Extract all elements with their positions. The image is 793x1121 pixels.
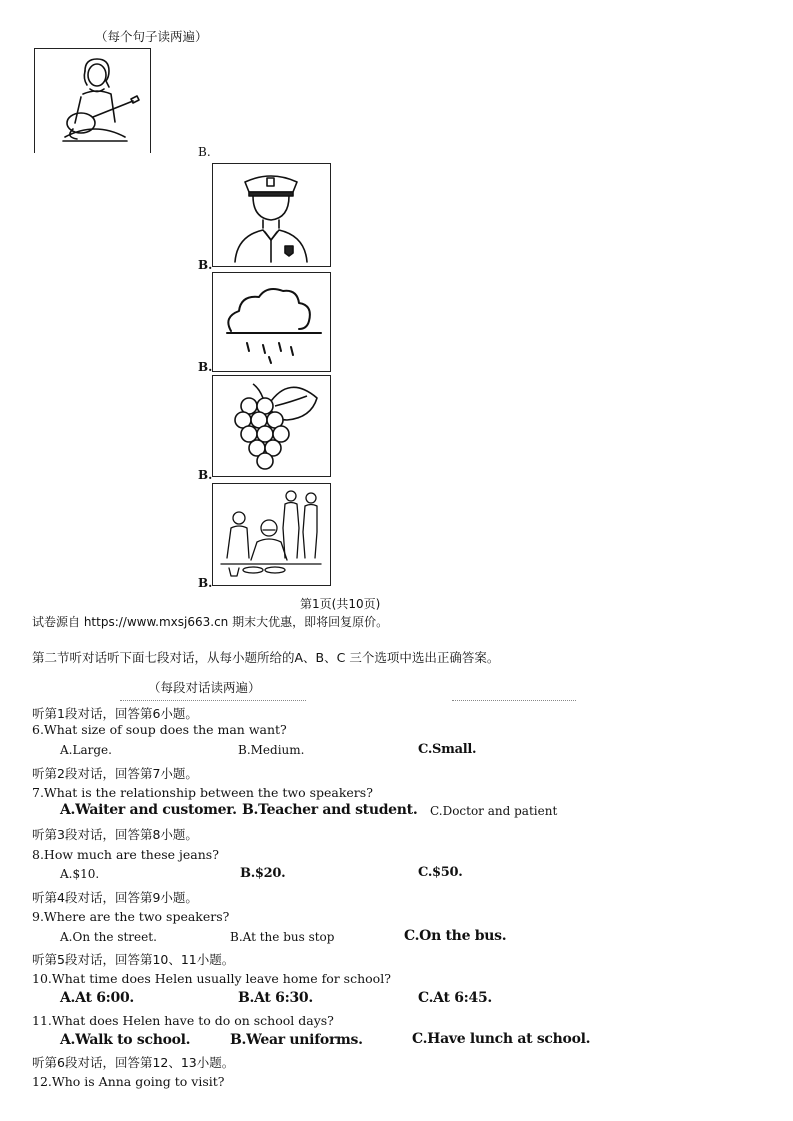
picture-1 [212, 163, 331, 267]
option-b: B.At the bus stop [230, 930, 335, 944]
question-12: 12.Who is Anna going to visit? [32, 1074, 225, 1089]
family-scene-icon [213, 484, 330, 585]
option-c: C.At 6:45. [418, 990, 492, 1006]
question-10: 10.What time does Helen usually leave home for school? [32, 971, 391, 986]
option-b: B.At 6:30. [238, 990, 313, 1006]
picture-label: B. [198, 258, 213, 272]
police-officer-icon [213, 164, 330, 266]
option-c: C.$50. [418, 865, 463, 880]
divider [452, 700, 576, 701]
girl-playing-guitar-icon [35, 49, 150, 153]
option-c: C.Doctor and patient [430, 804, 558, 818]
option-a: A.Waiter and customer. [60, 802, 237, 818]
option-a: A.$10. [60, 867, 100, 881]
grapes-icon [213, 376, 330, 476]
option-c: C.On the bus. [404, 928, 507, 944]
section2-heading: 第二节听对话听下面七段对话，从每小题所给的A、B、C 三个选项中选出正确答案。 [32, 650, 500, 665]
dialogue-cue: 听第5段对话，回答第10、11小题。 [32, 952, 235, 967]
picture-a [34, 48, 151, 153]
dialogue-cue: 听第1段对话，回答第6小题。 [32, 706, 198, 721]
question-7: 7.What is the relationship between the two speakers? [32, 785, 373, 800]
dialogue-cue: 听第4段对话，回答第9小题。 [32, 890, 198, 905]
question-8: 8.How much are these jeans? [32, 847, 219, 862]
dialogue-cue: 听第2段对话，回答第7小题。 [32, 766, 198, 781]
question-6: 6.What size of soup does the man want? [32, 722, 287, 737]
option-a: A.At 6:00. [60, 990, 134, 1006]
section1-note: （每个句子读两遍） [95, 29, 208, 44]
section2-note: （每段对话读两遍） [148, 680, 261, 695]
question-11: 11.What does Helen have to do on school days? [32, 1013, 334, 1028]
source-line: 试卷源自 https://www.mxsj663.cn 期末大优惠，即将回复原价。 [32, 615, 389, 629]
option-b: B.Teacher and student. [242, 802, 418, 818]
picture-4 [212, 483, 331, 586]
dialogue-cue: 听第3段对话，回答第8小题。 [32, 827, 198, 842]
question-9: 9.Where are the two speakers? [32, 909, 230, 924]
picture-label: B. [198, 145, 211, 159]
picture-3 [212, 375, 331, 477]
option-a: A.Walk to school. [60, 1032, 191, 1048]
divider [120, 700, 306, 701]
dialogue-cue: 听第6段对话，回答第12、13小题。 [32, 1055, 235, 1070]
rain-cloud-icon [213, 273, 330, 371]
option-b: B.Wear uniforms. [230, 1032, 363, 1048]
option-c: C.Have lunch at school. [412, 1031, 591, 1047]
picture-label: B. [198, 468, 213, 482]
picture-label: B. [198, 360, 213, 374]
option-c: C.Small. [418, 742, 477, 757]
picture-2 [212, 272, 331, 372]
picture-label: B. [198, 576, 213, 590]
option-a: A.Large. [60, 743, 112, 757]
option-a: A.On the street. [60, 930, 157, 944]
option-b: B.$20. [240, 866, 286, 881]
page-footer: 第1页(共10页) [300, 597, 381, 611]
option-b: B.Medium. [238, 743, 305, 757]
